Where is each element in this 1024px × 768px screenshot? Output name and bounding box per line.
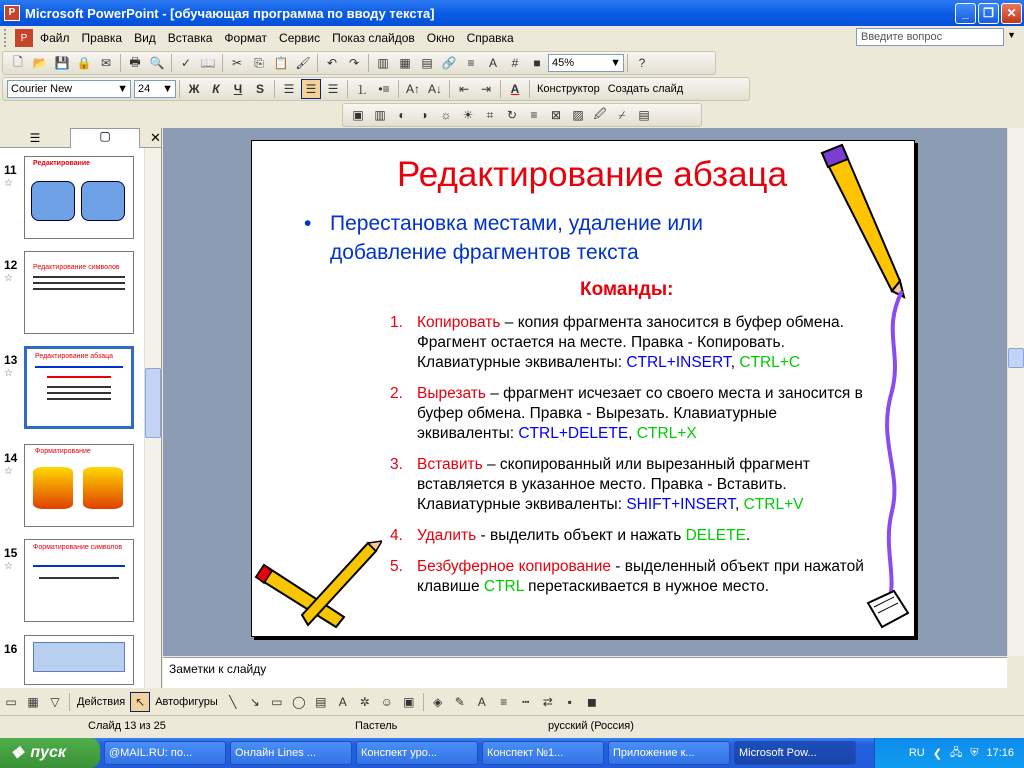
decrease-indent-icon[interactable]: ⇤ bbox=[458, 82, 470, 96]
oval-icon[interactable]: ◯ bbox=[292, 694, 306, 709]
system-tray bbox=[874, 738, 1024, 768]
diagram-icon[interactable]: ✲ bbox=[359, 694, 370, 709]
thumb-number: 11 bbox=[4, 163, 17, 177]
separator bbox=[171, 54, 172, 72]
format-painter-icon[interactable]: 🖌 bbox=[295, 56, 311, 70]
thumb-line bbox=[35, 366, 123, 368]
bold-button[interactable]: Ж bbox=[188, 82, 200, 96]
transition-icon: ☆ bbox=[4, 466, 13, 477]
status-design: Пастель bbox=[355, 720, 398, 732]
scroll-thumb[interactable] bbox=[145, 368, 161, 438]
slide-editor bbox=[163, 128, 1007, 656]
thumb-shape bbox=[31, 181, 75, 221]
shadow-icon[interactable]: ▪ bbox=[567, 694, 572, 709]
numbering-icon[interactable]: ⒈ bbox=[355, 82, 368, 97]
slide-thumbnail-selected[interactable] bbox=[24, 346, 134, 429]
separator bbox=[120, 54, 121, 72]
chevron-down-icon: ▼ bbox=[117, 83, 128, 95]
line-style-icon[interactable]: ≡ bbox=[530, 108, 538, 122]
dash-style-icon[interactable]: ┅ bbox=[522, 694, 530, 709]
font-color-icon[interactable]: A bbox=[510, 82, 520, 96]
powerpoint-icon: P bbox=[4, 5, 20, 21]
redo-icon[interactable]: ↷ bbox=[348, 56, 360, 70]
rectangle-icon[interactable]: ▭ bbox=[271, 694, 283, 709]
align-center-icon[interactable]: ☰ bbox=[301, 79, 321, 99]
separator bbox=[222, 54, 223, 72]
toolbar-grip[interactable] bbox=[4, 29, 10, 47]
shrink-font-icon[interactable]: A↓ bbox=[427, 82, 442, 96]
item-number: 4. bbox=[390, 527, 403, 544]
thumb-number: 12 bbox=[4, 258, 18, 272]
thumb-number: 15 bbox=[4, 546, 18, 560]
doc-icon[interactable]: P bbox=[15, 29, 33, 47]
thumb-line bbox=[39, 577, 119, 579]
transition-icon: ☆ bbox=[4, 368, 13, 379]
start-label: пуск bbox=[30, 744, 67, 761]
commands-list[interactable] bbox=[390, 313, 876, 608]
line-style-icon[interactable]: ≡ bbox=[500, 694, 508, 709]
text-color-icon[interactable]: A bbox=[477, 694, 486, 709]
separator bbox=[179, 80, 180, 98]
contrast-down-icon[interactable]: ◑ bbox=[420, 108, 428, 122]
transition-icon: ☆ bbox=[4, 561, 13, 572]
color-icon[interactable]: ▥ bbox=[374, 108, 386, 122]
compress-icon[interactable]: ⊠ bbox=[550, 108, 562, 122]
item-number: 2. bbox=[390, 385, 403, 402]
autoshapes-menu[interactable]: Автофигуры bbox=[155, 695, 218, 708]
help-icon[interactable]: ? bbox=[638, 56, 646, 70]
item-number: 1. bbox=[390, 314, 403, 331]
bullet-icon: • bbox=[304, 212, 312, 235]
crop-icon[interactable]: ⌗ bbox=[486, 107, 494, 122]
item-key: SHIFT+INSERT bbox=[626, 496, 735, 513]
tab-outline[interactable]: ☰ bbox=[29, 130, 41, 145]
menu-slideshow[interactable]: Показ слайдов bbox=[332, 31, 415, 45]
close-button[interactable]: ✕ bbox=[1001, 3, 1022, 24]
separator bbox=[69, 693, 70, 711]
size-select[interactable] bbox=[134, 80, 176, 98]
item-text: - выделенный объект при нажатой клавише bbox=[417, 558, 864, 595]
wordart-icon[interactable]: A bbox=[338, 694, 347, 709]
title-bar bbox=[0, 0, 1024, 26]
menu-help[interactable]: Справка bbox=[466, 31, 514, 45]
taskbar-item[interactable]: Конспект уро... bbox=[356, 741, 478, 765]
hyperlink-icon[interactable]: 🔗 bbox=[441, 56, 457, 70]
fill-color-icon[interactable]: ◈ bbox=[433, 694, 443, 709]
taskbar-item-active[interactable]: Microsoft Pow... bbox=[734, 741, 856, 765]
thumb-title: Форматирование символов bbox=[33, 544, 123, 551]
permission-icon[interactable]: 🔒 bbox=[76, 56, 92, 70]
normal-view-icon[interactable]: ▭ bbox=[5, 694, 17, 709]
status-language: русский (Россия) bbox=[548, 720, 634, 732]
minimize-button[interactable]: _ bbox=[955, 3, 976, 24]
transition-icon: ☆ bbox=[4, 178, 13, 189]
thumb-line bbox=[33, 288, 125, 290]
thumb-title: Редактирование символов bbox=[33, 264, 120, 271]
separator bbox=[423, 693, 424, 711]
taskbar bbox=[0, 738, 1024, 768]
grow-font-icon[interactable]: A↑ bbox=[405, 82, 420, 96]
separator bbox=[449, 80, 450, 98]
arrow-icon[interactable]: ↘ bbox=[249, 694, 260, 709]
item-key: CTRL bbox=[483, 578, 524, 595]
color-icon[interactable]: ■ bbox=[533, 56, 541, 70]
separator bbox=[398, 80, 399, 98]
thumb-line bbox=[33, 282, 125, 284]
security-icon[interactable]: ⛨ bbox=[970, 746, 979, 759]
line-icon[interactable]: ╲ bbox=[229, 694, 237, 709]
scroll-thumb[interactable] bbox=[1008, 348, 1024, 368]
clipart-icon[interactable]: ☺ bbox=[380, 694, 393, 709]
open-icon[interactable]: 📂 bbox=[32, 56, 48, 70]
item-key: CTRL+V bbox=[743, 496, 804, 513]
zoom-value: 45% bbox=[552, 57, 575, 69]
copy-icon[interactable]: ⎘ bbox=[254, 55, 264, 70]
sorter-view-icon[interactable]: ▦ bbox=[27, 694, 39, 709]
item-text: – копия фрагмента заносится в буфер обмена. Фрагмент остается на месте. Правка - Копировать. Клавиатурные эквиваленты: bbox=[417, 314, 844, 371]
slide-thumbnail[interactable] bbox=[24, 635, 134, 685]
thumb-title: Редактирование bbox=[33, 160, 91, 167]
arrow-style-icon[interactable]: ⇄ bbox=[542, 694, 553, 709]
menu-tools[interactable]: Сервис bbox=[279, 31, 321, 45]
underline-button[interactable]: Ч bbox=[233, 82, 243, 96]
insert-picture-icon[interactable]: ▣ bbox=[352, 108, 364, 122]
shadow-button[interactable]: S bbox=[255, 82, 264, 96]
restore-button[interactable]: ❐ bbox=[978, 3, 999, 24]
list-item bbox=[390, 526, 876, 546]
list-item bbox=[390, 557, 876, 597]
status-bar bbox=[0, 715, 1024, 737]
textbox-icon[interactable]: ▤ bbox=[315, 694, 327, 709]
thumb-shape bbox=[81, 181, 125, 221]
picture-icon[interactable]: ▣ bbox=[403, 694, 415, 709]
format-picture-icon[interactable]: 🖉 bbox=[593, 106, 607, 121]
menu-view[interactable]: Вид bbox=[134, 31, 156, 45]
cut-icon[interactable]: ✂ bbox=[231, 56, 243, 70]
menu-format[interactable]: Формат bbox=[224, 31, 268, 45]
chevron-down-icon: ▼ bbox=[162, 83, 173, 95]
pencil-clipart[interactable] bbox=[812, 141, 912, 301]
separator bbox=[274, 80, 275, 98]
commands-heading[interactable]: Команды: bbox=[580, 279, 674, 300]
thumb-shape bbox=[33, 642, 125, 672]
formatting-toolbar bbox=[2, 77, 750, 101]
windows-logo-icon: ❖ bbox=[10, 745, 25, 762]
slide-canvas bbox=[251, 140, 915, 637]
ask-dropdown-icon[interactable]: ▼ bbox=[1007, 30, 1016, 40]
new-slide-button[interactable]: Создать слайд bbox=[607, 83, 684, 95]
separator bbox=[500, 80, 501, 98]
slide-title[interactable]: Редактирование абзаца bbox=[396, 155, 788, 194]
chart-icon[interactable]: ▥ bbox=[377, 56, 389, 70]
item-sep: , bbox=[734, 496, 744, 513]
slide-scrollbar[interactable] bbox=[1007, 128, 1024, 656]
reset-picture-icon[interactable]: ▤ bbox=[638, 108, 650, 122]
separator bbox=[368, 54, 369, 72]
thumb-number: 16 bbox=[4, 642, 18, 656]
item-sep: , bbox=[628, 425, 637, 442]
undo-icon[interactable]: ↶ bbox=[326, 56, 338, 70]
separator bbox=[347, 80, 348, 98]
thumb-line bbox=[47, 392, 111, 394]
thumb-shape bbox=[83, 467, 123, 509]
bullets-icon[interactable]: •≡ bbox=[378, 82, 390, 96]
thumb-line bbox=[47, 376, 111, 378]
rotate-icon[interactable]: ↻ bbox=[506, 108, 518, 122]
item-term: Копировать bbox=[417, 314, 501, 331]
item-key: CTRL+INSERT bbox=[626, 354, 731, 371]
zoom-select[interactable] bbox=[548, 54, 624, 72]
slide-thumbnail[interactable] bbox=[24, 539, 134, 622]
expand-all-icon[interactable]: ≡ bbox=[467, 56, 475, 70]
slide-thumbnail[interactable] bbox=[24, 251, 134, 334]
thumb-number: 14 bbox=[4, 451, 18, 465]
window-title: Microsoft PowerPoint - [обучающая программа по вводу текста] bbox=[25, 5, 435, 21]
item-term: Безбуферное копирование bbox=[417, 558, 611, 575]
transition-icon: ☆ bbox=[4, 273, 13, 284]
separator bbox=[529, 80, 530, 98]
align-left-icon[interactable]: ☰ bbox=[283, 82, 295, 96]
table-icon[interactable]: ▦ bbox=[399, 56, 411, 70]
standard-toolbar bbox=[2, 51, 716, 75]
designer-button[interactable]: Конструктор bbox=[537, 83, 600, 95]
contrast-up-icon[interactable]: ◐ bbox=[398, 108, 406, 122]
thumb-number: 13 bbox=[4, 353, 18, 367]
spelling-icon[interactable]: ✓ bbox=[180, 56, 192, 70]
item-end: . bbox=[745, 527, 751, 544]
item-key: DELETE bbox=[685, 527, 746, 544]
slide-thumbnail[interactable] bbox=[24, 156, 134, 239]
slideshow-view-icon[interactable]: ▽ bbox=[50, 694, 60, 709]
taskbar-item[interactable]: @MAIL.RU: по... bbox=[104, 741, 226, 765]
book-clipart[interactable] bbox=[864, 587, 912, 633]
select-pointer-icon[interactable]: ↖ bbox=[130, 692, 150, 712]
insert-table-icon[interactable]: ▤ bbox=[421, 56, 433, 70]
menu-insert[interactable]: Вставка bbox=[167, 31, 213, 45]
pane-tabs bbox=[0, 128, 161, 148]
clock[interactable]: 17:16 bbox=[986, 747, 1014, 759]
print-icon[interactable]: 🖶 bbox=[129, 54, 141, 69]
bullet-text: Перестановка местами, удаление или добавление фрагментов текста bbox=[330, 212, 704, 264]
align-right-icon[interactable]: ☰ bbox=[327, 82, 339, 96]
recolor-icon[interactable]: ▨ bbox=[572, 108, 584, 122]
taskbar-item[interactable]: Онлайн Lines ... bbox=[230, 741, 352, 765]
thumb-line bbox=[47, 398, 111, 400]
thumb-title: Форматирование bbox=[35, 448, 91, 455]
thumb-line bbox=[33, 276, 125, 278]
tray-arrow-icon[interactable]: ❮ bbox=[932, 747, 942, 760]
font-value: Courier New bbox=[11, 83, 73, 95]
item-key: CTRL+C bbox=[739, 354, 801, 371]
actions-menu[interactable]: Действия bbox=[77, 695, 126, 708]
paste-icon[interactable]: 📋 bbox=[273, 56, 289, 70]
brightness-up-icon[interactable]: ☼ bbox=[440, 108, 452, 122]
list-item bbox=[390, 384, 876, 444]
item-number: 3. bbox=[390, 456, 403, 473]
item-end: перетаскивается в нужное место. bbox=[523, 578, 770, 595]
list-item bbox=[390, 455, 876, 515]
chevron-down-icon: ▼ bbox=[610, 57, 621, 69]
item-key: CTRL+X bbox=[636, 425, 697, 442]
slides-pane bbox=[0, 128, 162, 688]
ask-question-input[interactable]: Введите вопрос bbox=[856, 28, 1004, 46]
crossed-pencils-clipart[interactable] bbox=[252, 531, 382, 631]
network-icon[interactable]: 🖧 bbox=[949, 746, 963, 759]
close-pane-icon[interactable]: ✕ bbox=[150, 129, 161, 145]
grid-icon[interactable]: # bbox=[511, 56, 519, 70]
wavy-line-decoration bbox=[872, 291, 912, 611]
save-icon[interactable]: 💾 bbox=[54, 56, 70, 70]
status-slide: Слайд 13 из 25 bbox=[88, 720, 166, 732]
notes-pane[interactable]: Заметки к слайду bbox=[163, 657, 1007, 688]
new-icon[interactable]: 🗋 bbox=[13, 54, 23, 69]
thumbs-scrollbar[interactable] bbox=[144, 148, 161, 688]
menu-window[interactable]: Окно bbox=[426, 31, 455, 45]
line-color-icon[interactable]: ✎ bbox=[454, 694, 465, 709]
font-select[interactable] bbox=[7, 80, 131, 98]
brightness-down-icon[interactable]: ☀ bbox=[462, 108, 474, 122]
thumb-shape bbox=[33, 467, 73, 509]
research-icon[interactable]: 📖 bbox=[200, 56, 216, 70]
separator bbox=[627, 54, 628, 72]
separator bbox=[317, 54, 318, 72]
item-key: CTRL+DELETE bbox=[518, 425, 629, 442]
start-button[interactable] bbox=[0, 738, 100, 768]
drawing-toolbar bbox=[0, 688, 1024, 715]
list-item bbox=[390, 313, 876, 373]
italic-button[interactable]: К bbox=[212, 82, 220, 96]
item-term: Удалить bbox=[417, 527, 477, 544]
size-value: 24 bbox=[138, 83, 151, 95]
thumb-line bbox=[47, 386, 111, 388]
picture-toolbar bbox=[342, 103, 702, 127]
increase-indent-icon[interactable]: ⇥ bbox=[480, 82, 492, 96]
item-text: - выделить объект и нажать bbox=[476, 527, 686, 544]
item-text: – фрагмент исчезает со своего места и заносится в буфер обмена. Правка - Вырезать. Клавиатурные эквиваленты: bbox=[417, 385, 863, 442]
tab-slides[interactable]: ▢ bbox=[70, 128, 140, 148]
3d-icon[interactable]: ◼ bbox=[586, 694, 597, 709]
thumb-title: Редактирование абзаца bbox=[35, 353, 114, 360]
menu-edit[interactable]: Правка bbox=[81, 31, 123, 45]
email-icon[interactable]: ✉ bbox=[100, 56, 112, 70]
formatting-icon[interactable]: A bbox=[488, 56, 497, 70]
preview-icon[interactable]: 🔍 bbox=[149, 56, 165, 70]
item-sep: , bbox=[730, 354, 735, 371]
transparent-icon[interactable]: ⌿ bbox=[618, 107, 626, 122]
slide-thumbnail[interactable] bbox=[24, 444, 134, 527]
item-number: 5. bbox=[390, 558, 403, 575]
taskbar-item[interactable]: Приложение к... bbox=[608, 741, 730, 765]
language-indicator[interactable]: RU bbox=[908, 747, 925, 759]
taskbar-item[interactable]: Конспект №1... bbox=[482, 741, 604, 765]
item-term: Вставить bbox=[417, 456, 483, 473]
item-text: – скопированный или вырезанный фрагмент вставляется в указанное место. Правка - Вставить. Клавиатурные эквиваленты: bbox=[417, 456, 810, 513]
item-term: Вырезать bbox=[417, 385, 486, 402]
menu-file[interactable]: Файл bbox=[40, 31, 70, 45]
thumb-line bbox=[33, 565, 125, 567]
